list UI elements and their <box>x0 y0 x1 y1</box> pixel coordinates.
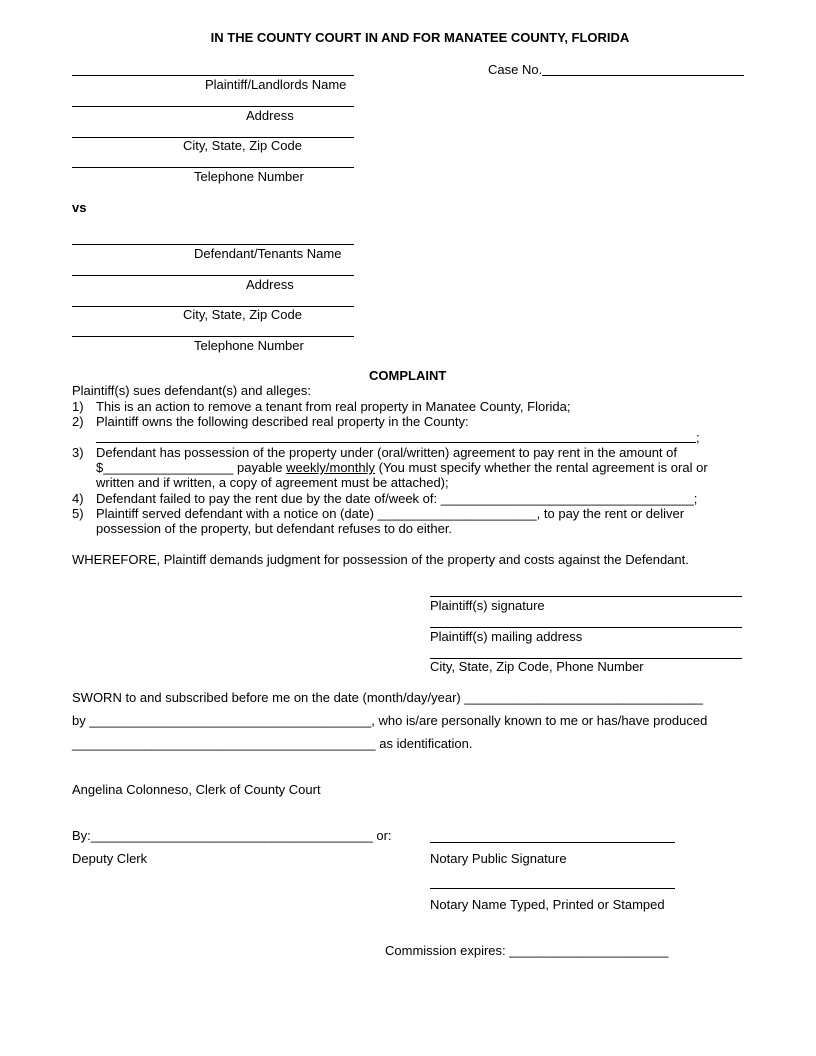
item-1-number: 1) <box>72 399 84 414</box>
plaintiff-address-field[interactable] <box>72 106 354 107</box>
complaint-title: COMPLAINT <box>369 368 447 383</box>
plaintiff-name-label: Plaintiff/Landlords Name <box>205 77 347 92</box>
vs-label: vs <box>72 200 87 215</box>
case-no-field[interactable] <box>542 75 744 76</box>
wherefore-text: WHEREFORE, Plaintiff demands judgment for possession of the property and costs against the Defendant. <box>72 552 689 567</box>
item-5-line1: Plaintiff served defendant with a notice on (date) ______________________, to pay the rent or deliver <box>96 506 685 521</box>
plaintiff-mailing-field[interactable] <box>430 627 742 628</box>
by-line: By:_______________________________________ or: <box>72 828 392 843</box>
item-3-line3: written and if written, a copy of agreement must be attached); <box>96 475 449 490</box>
deputy-clerk-label: Deputy Clerk <box>72 851 148 866</box>
item-4-number: 4) <box>72 491 84 506</box>
defendant-phone-label: Telephone Number <box>194 338 304 353</box>
plaintiff-name-field[interactable] <box>72 75 354 76</box>
item-2-semicolon: ; <box>696 430 700 445</box>
item-4-text: Defendant failed to pay the rent due by the date of/week of: ___________________________________; <box>96 491 698 506</box>
plaintiff-city-label: City, State, Zip Code <box>183 138 302 153</box>
item-2-text: Plaintiff owns the following described real property in the County: <box>96 414 469 429</box>
defendant-city-label: City, State, Zip Code <box>183 307 302 322</box>
sworn-line-3: __________________________________________ as identification. <box>72 736 473 751</box>
notary-signature-field[interactable] <box>430 842 675 843</box>
plaintiff-signature-field[interactable] <box>430 596 742 597</box>
plaintiff-mailing-label: Plaintiff(s) mailing address <box>430 629 583 644</box>
item-5-number: 5) <box>72 506 84 521</box>
court-title: IN THE COUNTY COURT IN AND FOR MANATEE COUNTY, FLORIDA <box>210 30 630 45</box>
defendant-phone-field[interactable] <box>72 336 354 337</box>
complaint-intro: Plaintiff(s) sues defendant(s) and alleges: <box>72 383 311 398</box>
plaintiff-city-phone-label: City, State, Zip Code, Phone Number <box>430 659 644 674</box>
plaintiff-phone-label: Telephone Number <box>194 169 304 184</box>
defendant-name-label: Defendant/Tenants Name <box>194 246 342 261</box>
case-no-label: Case No. <box>488 62 543 77</box>
item-3-line2 <box>96 460 708 475</box>
item-3-number: 3) <box>72 445 84 460</box>
sworn-line-1: SWORN to and subscribed before me on the date (month/day/year) _________________________________ <box>72 690 703 705</box>
defendant-address-field[interactable] <box>72 275 354 276</box>
item-3-line1: Defendant has possession of the property under (oral/written) agreement to pay rent in the amount of <box>96 445 678 460</box>
property-description-field[interactable] <box>96 442 696 443</box>
clerk-name: Angelina Colonneso, Clerk of County Court <box>72 782 321 797</box>
item-5-line2: possession of the property, but defendant refuses to do either. <box>96 521 453 536</box>
defendant-address-label: Address <box>246 277 294 292</box>
notary-signature-label: Notary Public Signature <box>430 851 567 866</box>
commission-expires: Commission expires: ______________________ <box>385 943 669 958</box>
notary-name-field[interactable] <box>430 888 675 889</box>
agreement-note-text: (You must specify whether the rental agreement is oral or <box>375 460 708 475</box>
defendant-name-field[interactable] <box>72 244 354 245</box>
rent-amount-text: $__________________ payable <box>96 460 287 475</box>
plaintiff-phone-field[interactable] <box>72 167 354 168</box>
payment-frequency-text: weekly/monthly <box>286 460 376 475</box>
plaintiff-signature-label: Plaintiff(s) signature <box>430 598 545 613</box>
item-2-number: 2) <box>72 414 84 429</box>
plaintiff-address-label: Address <box>246 108 294 123</box>
item-1-text: This is an action to remove a tenant from real property in Manatee County, Florida; <box>96 399 571 414</box>
sworn-line-2: by _______________________________________, who is/are personally known to me or has/have produced <box>72 713 708 728</box>
notary-name-label: Notary Name Typed, Printed or Stamped <box>430 897 665 912</box>
